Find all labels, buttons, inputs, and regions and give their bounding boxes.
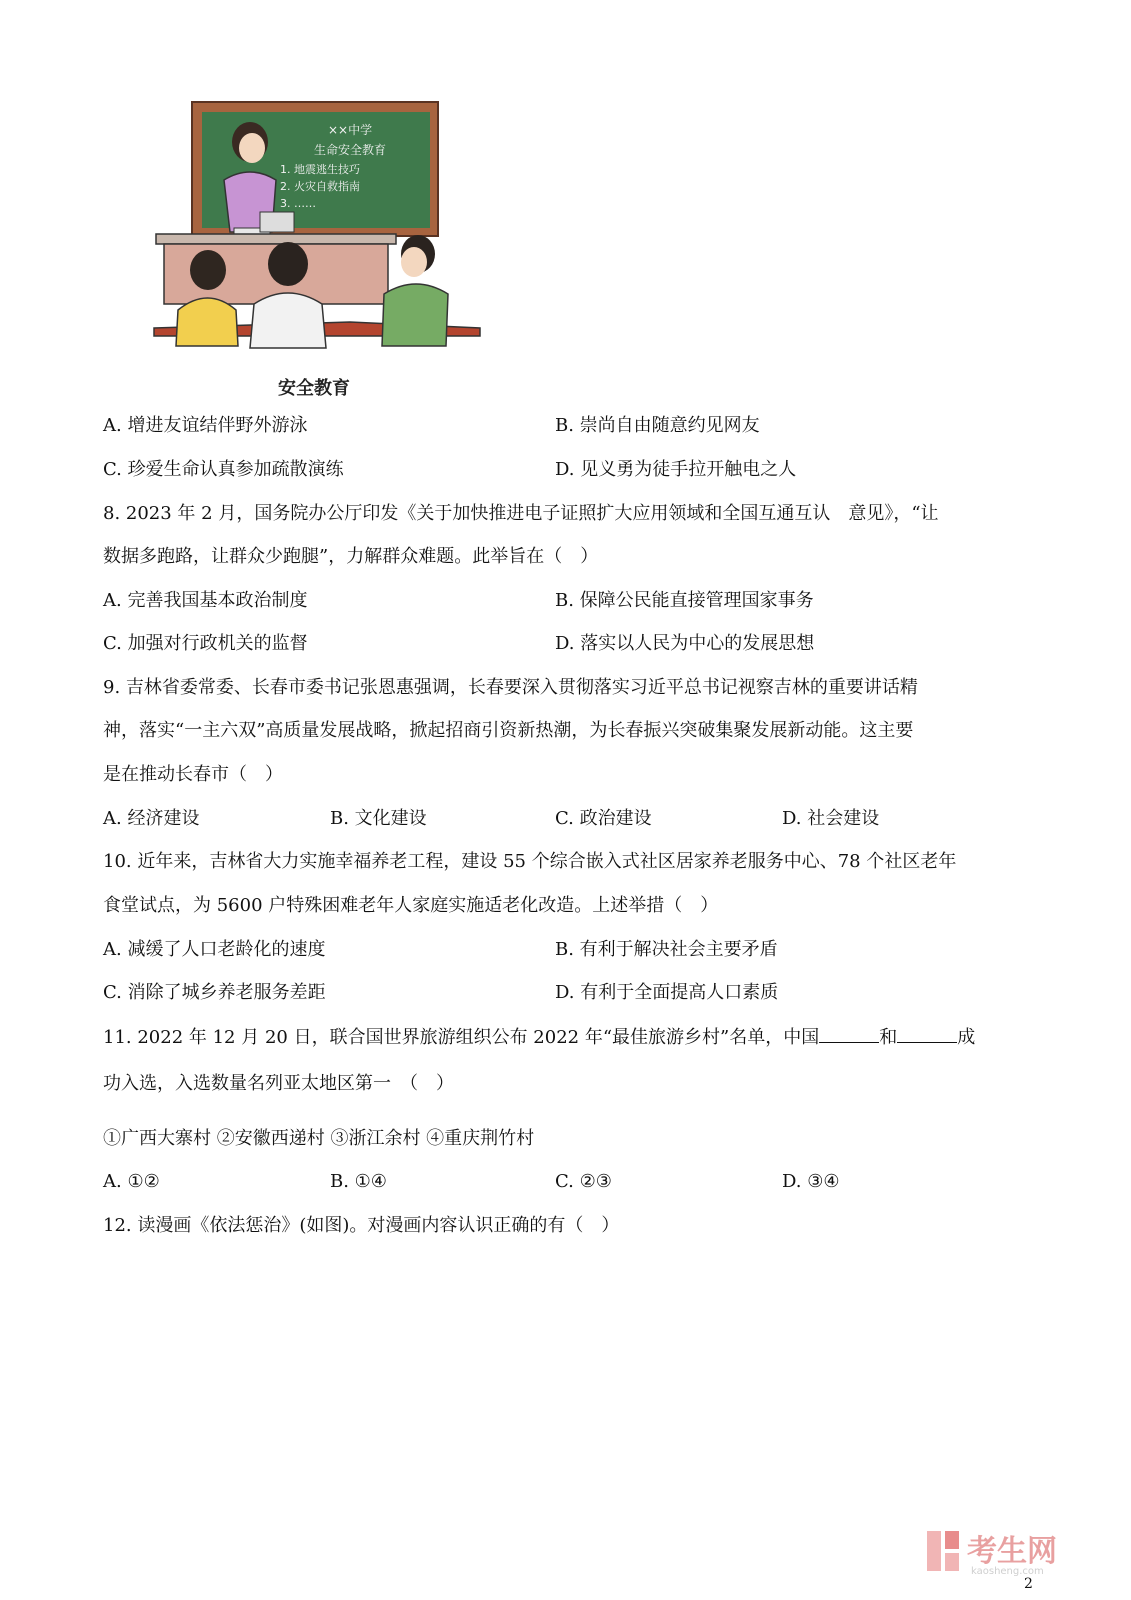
q9-stem-line-3: 是在推动长春市（ ） [103, 764, 283, 785]
kaosheng-watermark-logo [925, 1527, 1095, 1577]
q8-option-d: D. 落实以人民为中心的发展思想 [555, 633, 815, 654]
q7-option-b: B. 崇尚自由随意约见网友 [555, 415, 760, 436]
q9-stem-line-2: 神，落实“一主六双”高质量发展战略，掀起招商引资新热潮，为长春振兴突破集聚发展新动能。这主要 [103, 720, 914, 741]
q11-blank-1 [819, 1024, 879, 1043]
q8-option-c: C. 加强对行政机关的监督 [103, 633, 308, 654]
q11-option-d: D. ③④ [782, 1171, 840, 1192]
student-boy-right [382, 235, 448, 346]
q7-option-d: D. 见义勇为徒手拉开触电之人 [555, 459, 797, 480]
q9-stem-line-1: 9. 吉林省委常委、长春市委书记张恩惠强调，长春要深入贯彻落实习近平总书记视察吉林的重要讲话精 [103, 677, 918, 698]
q11-items: ①广西大寨村 ②安徽西递村 ③浙江余村 ④重庆荆竹村 [103, 1128, 535, 1149]
q10-stem-line-1: 10. 近年来，吉林省大力实施幸福养老工程，建设 55 个综合嵌入式社区居家养老服务中心、78 个社区老年 [103, 851, 957, 872]
q9-option-c: C. 政治建设 [555, 808, 652, 829]
watermark-brand: 考生网 [967, 1534, 1057, 1569]
q11-stem-line-1 [103, 1024, 975, 1051]
q12-stem-line-1: 12. 读漫画《依法惩治》(如图)。对漫画内容认识正确的有（ ） [103, 1215, 620, 1236]
page-number: 2 [1024, 1576, 1033, 1592]
q9-option-b: B. 文化建设 [330, 808, 427, 829]
q7-option-a: A. 增进友谊结伴野外游泳 [103, 415, 308, 436]
q10-option-b: B. 有利于解决社会主要矛盾 [555, 939, 778, 960]
watermark-url: kaosheng.com [971, 1566, 1044, 1577]
board-line-3: 1. 地震逃生技巧 [280, 163, 360, 176]
board-line-2: 生命安全教育 [314, 143, 387, 157]
q11-blank-2 [897, 1024, 957, 1043]
q11-stem-line-2: 功入选，入选数量名列亚太地区第一 （ ） [103, 1073, 454, 1094]
board-line-1: ××中学 [328, 123, 373, 137]
board-line-4: 2. 火灾自救指南 [280, 180, 360, 193]
q8-stem-line-1: 8. 2023 年 2 月，国务院办公厅印发《关于加快推进电子证照扩大应用领域和全国互通互认 意见》，“让 [103, 503, 939, 524]
q10-stem-line-2: 食堂试点，为 5600 户特殊困难老年人家庭实施适老化改造。上述举措（ ） [103, 895, 719, 916]
figure-caption: 安全教育 [278, 378, 350, 399]
q8-stem-line-2: 数据多跑路，让群众少跑腿”，力解群众难题。此举旨在（ ） [103, 546, 599, 567]
q11-option-a: A. ①② [103, 1171, 160, 1192]
q11-option-c: C. ②③ [555, 1171, 612, 1192]
q11-stem-part-1: 11. 2022 年 12 月 20 日，联合国世界旅游组织公布 2022 年“最佳旅游乡村”名单，中国 [103, 1027, 820, 1048]
q10-option-c: C. 消除了城乡养老服务差距 [103, 982, 326, 1003]
q10-option-a: A. 减缓了人口老龄化的速度 [103, 939, 326, 960]
q10-option-d: D. 有利于全面提高人口素质 [555, 982, 779, 1003]
board-line-5: 3. …… [280, 197, 316, 210]
q8-option-b: B. 保障公民能直接管理国家事务 [555, 590, 814, 611]
q7-option-c: C. 珍爱生命认真参加疏散演练 [103, 459, 344, 480]
q11-option-b: B. ①④ [330, 1171, 387, 1192]
q9-option-d: D. 社会建设 [782, 808, 880, 829]
teacher-desk-top [156, 234, 396, 244]
safety-education-illustration [150, 100, 510, 400]
q8-option-a: A. 完善我国基本政治制度 [103, 590, 308, 611]
q9-option-a: A. 经济建设 [103, 808, 200, 829]
q11-stem-part-2: 和 [879, 1027, 898, 1048]
q11-stem-part-3: 成 [957, 1027, 976, 1048]
